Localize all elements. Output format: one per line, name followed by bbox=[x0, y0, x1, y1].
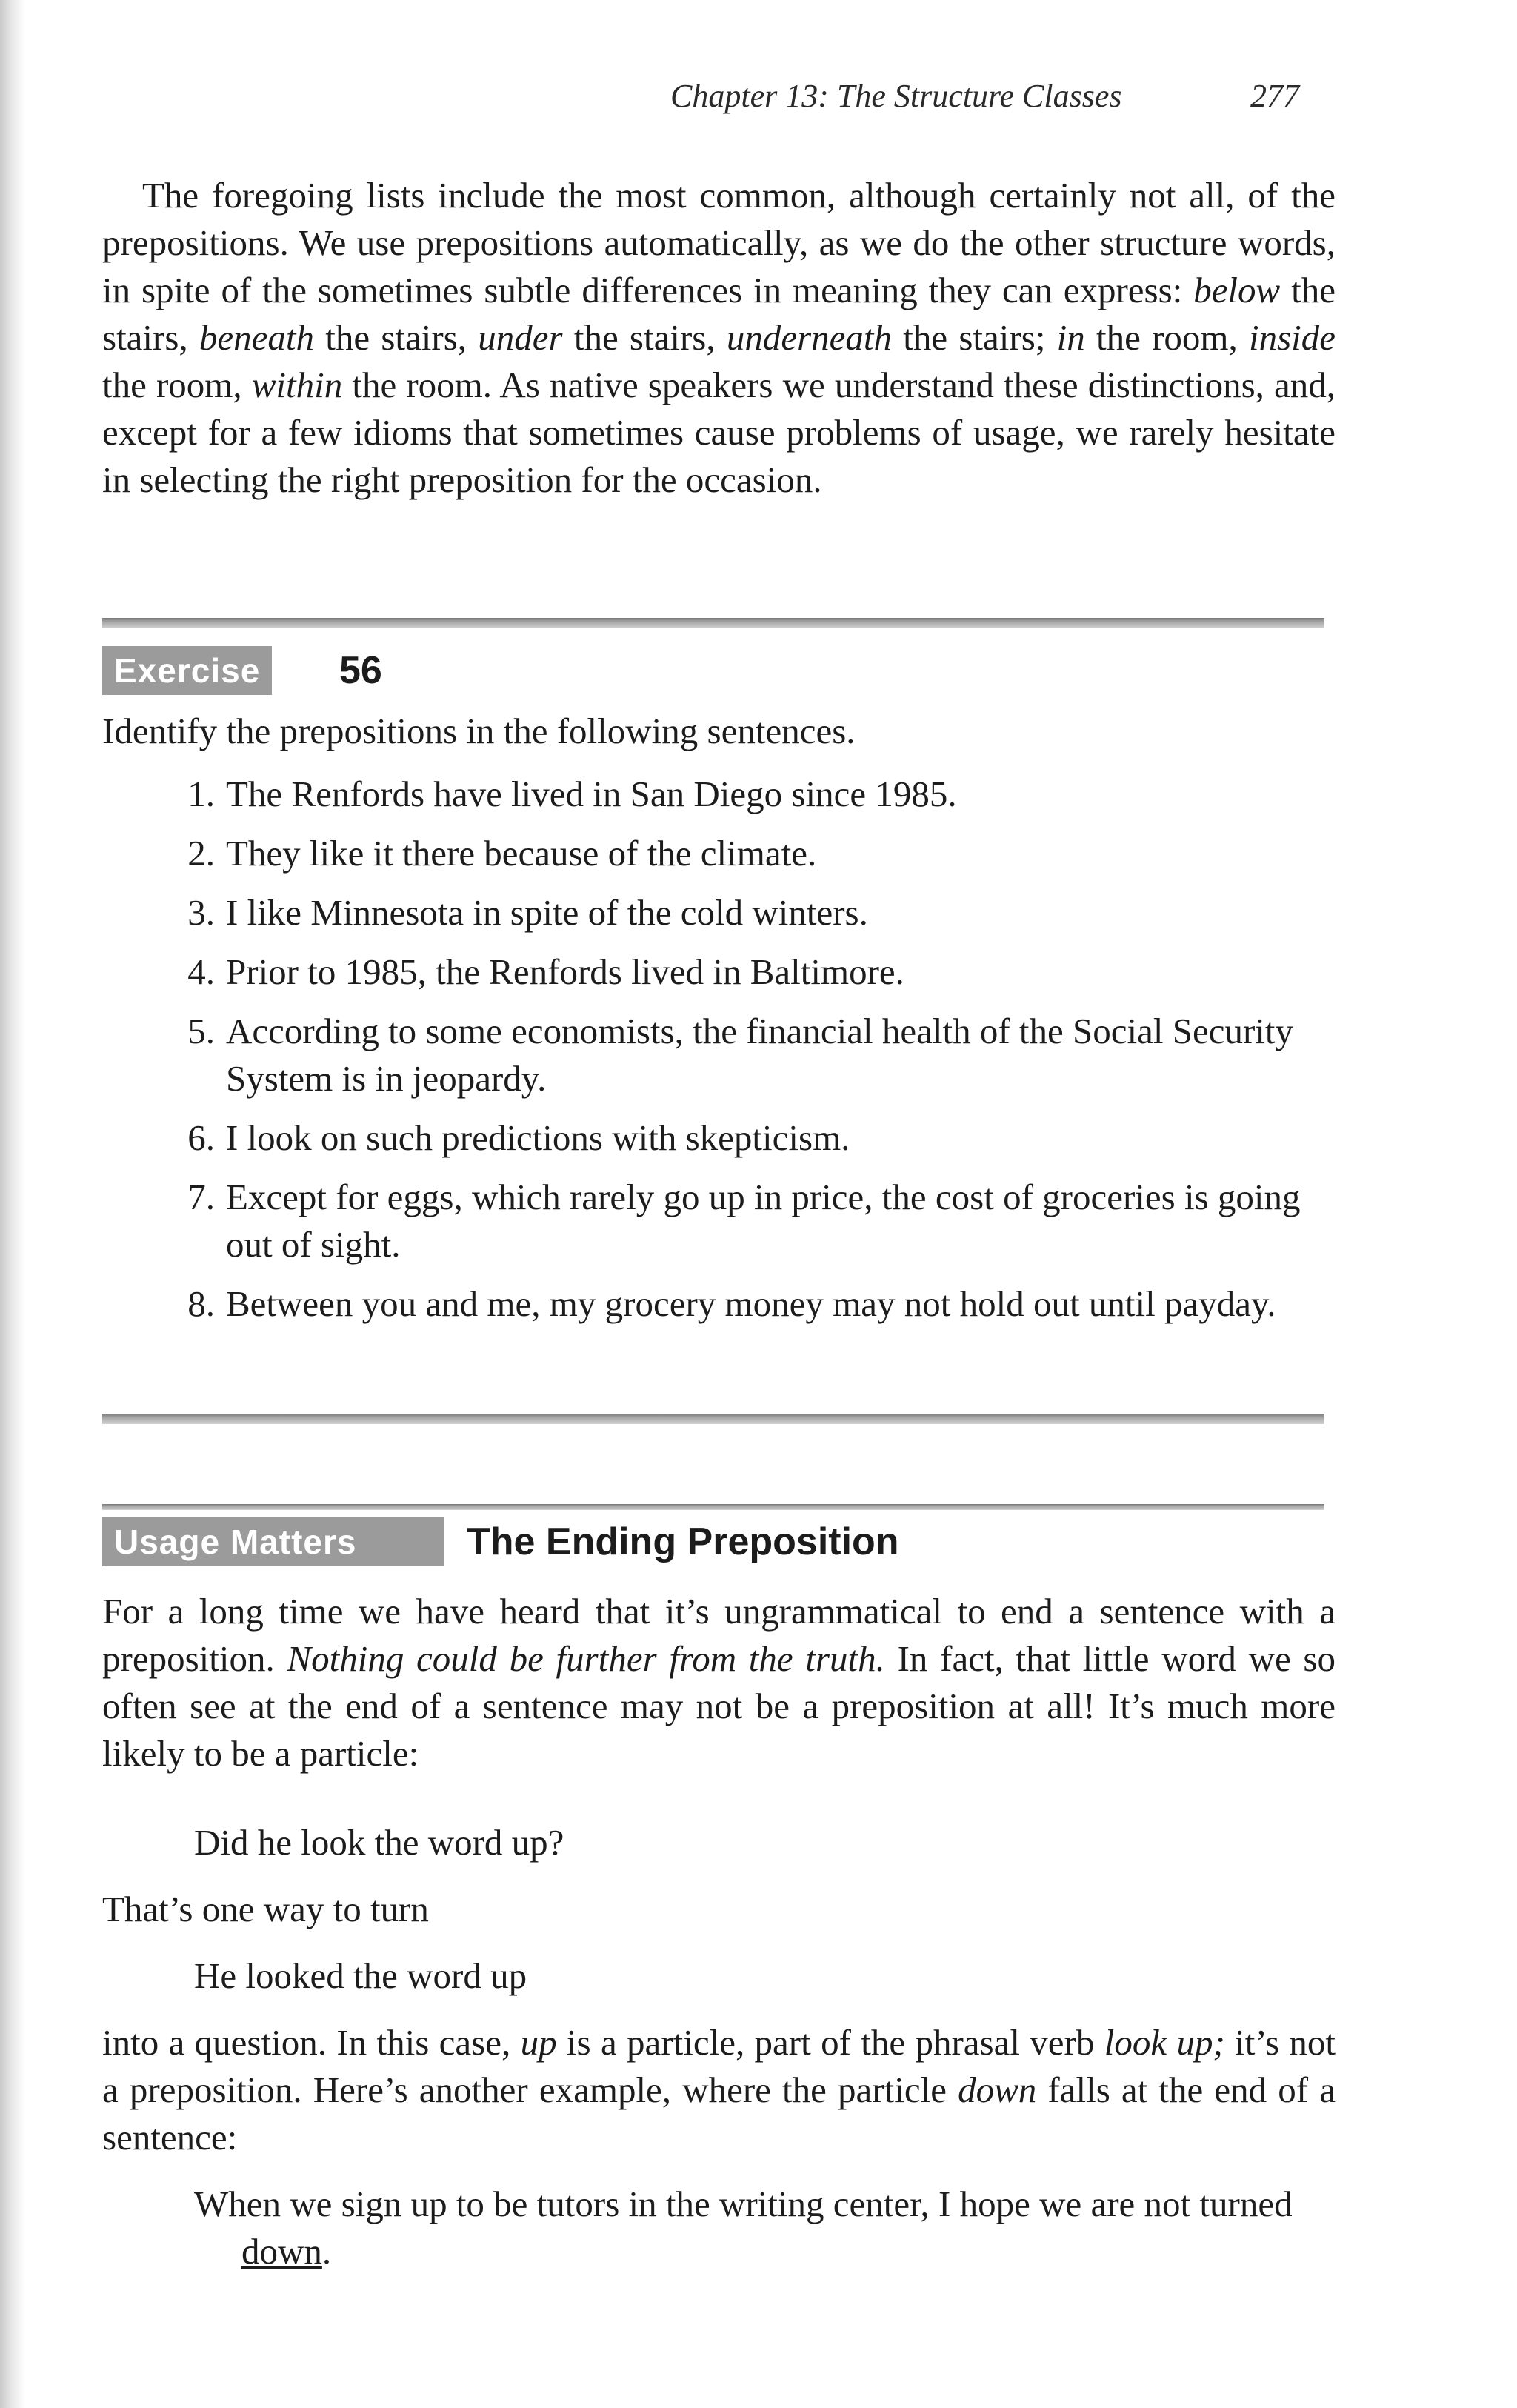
item-number: 8. bbox=[187, 1283, 215, 1324]
usage-text: In fact, that little word we so often see at the end of a sentence may not be a preposition at all! It’s much more likely to be a particle: bbox=[102, 1638, 1336, 1774]
italic-word: underneath bbox=[726, 317, 893, 358]
exercise-list bbox=[0, 771, 1517, 1340]
running-head: Chapter 13: The Structure Classes bbox=[670, 78, 1122, 114]
intro-text: The foregoing lists include the most common, although certainly not all, of the prepositions. We use prepositions automatically, as we do the other structure words, in spite of the sometimes subtle differences in meaning they can express: bbox=[102, 175, 1336, 310]
item-text: I look on such predictions with skepticism. bbox=[226, 1117, 850, 1158]
list-item bbox=[0, 1114, 1307, 1162]
example-sentence bbox=[194, 2181, 1353, 2275]
exercise-number: 56 bbox=[339, 649, 382, 692]
exercise-bottom-rule bbox=[102, 1414, 1324, 1424]
item-text: Prior to 1985, the Renfords lived in Baltimore. bbox=[226, 951, 904, 992]
usage-paragraph-2 bbox=[102, 2019, 1336, 2161]
item-number: 5. bbox=[187, 1011, 215, 1051]
item-number: 1. bbox=[187, 774, 215, 814]
item-text: According to some economists, the financial health of the Social Security System is in jeopardy. bbox=[226, 1011, 1294, 1099]
item-number: 6. bbox=[187, 1117, 215, 1158]
intro-text: the room, bbox=[1084, 317, 1249, 358]
usage-top-rule bbox=[102, 1504, 1324, 1510]
intro-text: the stairs; bbox=[892, 317, 1057, 358]
list-item bbox=[0, 948, 1307, 996]
italic-word: below bbox=[1193, 270, 1281, 310]
usage-paragraph-1 bbox=[102, 1588, 1336, 1777]
italic-phrase: Nothing could be further from the truth. bbox=[287, 1638, 885, 1679]
list-item bbox=[0, 889, 1307, 937]
italic-word: under bbox=[478, 317, 563, 358]
intro-text: the stairs, bbox=[102, 270, 1336, 358]
intro-text: the room. As native speakers we understand these distinctions, and, except for a few idioms that sometimes cause problems of usage, we rarely hesitate in selecting the right preposition for the occasion. bbox=[102, 365, 1336, 500]
list-item bbox=[0, 1008, 1307, 1102]
intro-paragraph bbox=[102, 172, 1336, 504]
item-text: The Renfords have lived in San Diego since 1985. bbox=[226, 774, 957, 814]
example-sentence: He looked the word up bbox=[194, 1955, 527, 1996]
italic-word: in bbox=[1056, 317, 1085, 358]
usage-title: The Ending Preposition bbox=[467, 1520, 899, 1563]
underlined-word: down bbox=[241, 2231, 322, 2272]
page-number: 277 bbox=[1250, 78, 1299, 114]
italic-word: up bbox=[520, 2022, 557, 2063]
item-text: Except for eggs, which rarely go up in price, the cost of groceries is going out of sight. bbox=[226, 1177, 1301, 1265]
item-text: Between you and me, my grocery money may not hold out until payday. bbox=[226, 1283, 1276, 1324]
item-text: They like it there because of the climate. bbox=[226, 833, 817, 874]
item-text: I like Minnesota in spite of the cold winters. bbox=[226, 892, 868, 933]
list-item bbox=[0, 771, 1307, 818]
usage-line: That’s one way to turn bbox=[102, 1889, 429, 1929]
example-text: . bbox=[321, 2231, 332, 2272]
usage-text: it’s not a preposition. Here’s another example, where the particle bbox=[102, 2022, 1336, 2110]
intro-text: the stairs, bbox=[562, 317, 727, 358]
exercise-top-rule bbox=[102, 618, 1324, 628]
usage-text: is a particle, part of the phrasal verb bbox=[556, 2022, 1104, 2063]
usage-text: falls at the end of a sentence: bbox=[102, 2069, 1336, 2158]
italic-word: look up; bbox=[1104, 2022, 1225, 2063]
example-sentence: Did he look the word up? bbox=[194, 1822, 564, 1863]
italic-word: inside bbox=[1248, 317, 1336, 358]
list-item bbox=[0, 830, 1307, 877]
item-number: 3. bbox=[187, 892, 215, 933]
usage-text: into a question. In this case, bbox=[102, 2022, 521, 2063]
usage-text: For a long time we have heard that it’s ungrammatical to end a sentence with a preposition. bbox=[102, 1591, 1336, 1679]
exercise-instruction: Identify the prepositions in the following sentences. bbox=[102, 711, 856, 751]
example-text: When we sign up to be tutors in the writing center, I hope we are not turned bbox=[194, 2184, 1293, 2224]
intro-text: the stairs, bbox=[314, 317, 479, 358]
usage-tag: Usage Matters bbox=[102, 1517, 444, 1566]
exercise-tag: Exercise bbox=[102, 646, 272, 695]
item-number: 4. bbox=[187, 951, 215, 992]
italic-word: within bbox=[251, 365, 343, 405]
intro-text: the room, bbox=[102, 365, 252, 405]
item-number: 2. bbox=[187, 833, 215, 874]
item-number: 7. bbox=[187, 1177, 215, 1217]
list-item bbox=[0, 1174, 1307, 1268]
list-item bbox=[0, 1280, 1307, 1328]
italic-word: down bbox=[958, 2069, 1037, 2110]
italic-word: beneath bbox=[199, 317, 315, 358]
